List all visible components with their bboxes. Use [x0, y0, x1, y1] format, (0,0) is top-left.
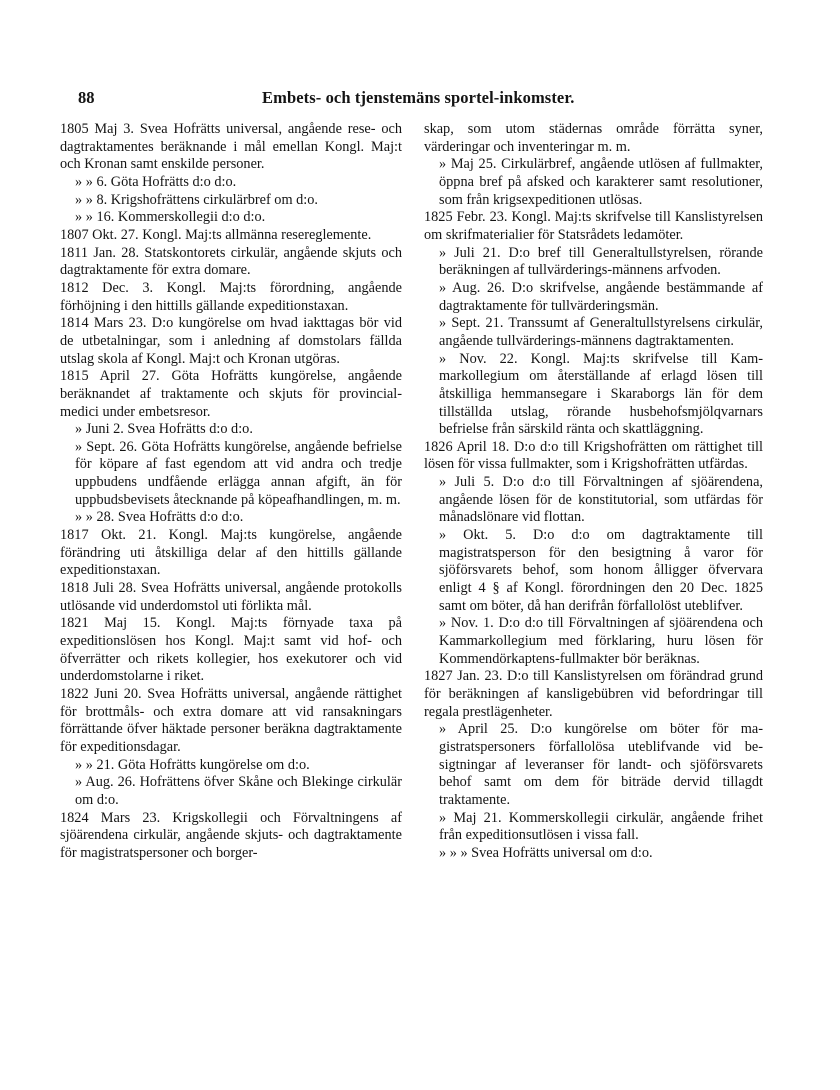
entry-1826-juli-5: » Juli 5. D:o d:o till Förvaltningen af sjöärendena, angående lösen för de konstitutorial, som utfärdas för månadslönare vid flottan.	[439, 474, 763, 526]
entry-1805-maj-16: » » 16. Kommerskollegii d:o d:o.	[75, 209, 266, 226]
page-number: 88	[78, 88, 95, 107]
entry-1825-juli-21: » Juli 21. D:o bref till Generaltullstyrelsen, rörande beräkningen af tullvärderings-männens arfvoden.	[439, 244, 763, 279]
entry-1817-okt-21: 1817 Okt. 21. Kongl. Maj:ts kungörelse, angående förändring uti åtskilliga delar af den hittills gällande expeditionstaxan.	[60, 527, 402, 579]
entry-1822-juni-21: » » 21. Göta Hofrätts kungörelse om d:o.	[75, 756, 310, 773]
entry-1805-maj-3: 1805 Maj 3. Svea Hofrätts universal, angående rese- och dagtraktamentes beräknande i mål emellan Kongl. Maj:t och Kronan samt enskilde personer.	[60, 121, 402, 173]
right-column	[424, 121, 763, 863]
entry-1807-okt-27: 1807 Okt. 27. Kongl. Maj:ts allmänna resereglemente.	[60, 226, 372, 243]
running-header: Embets- och tjenstemäns sportel-inkomster.	[262, 88, 575, 107]
entry-1824-continuation: skap, som utom städernas område förrätta syner, värderingar och inventeringar m. m.	[424, 121, 763, 155]
entry-1805-maj-6: » » 6. Göta Hofrätts d:o d:o.	[75, 173, 237, 190]
entry-1818-juli-28: 1818 Juli 28. Svea Hofrätts universal, angående protokolls utlösande vid underdomstol uti förlikta mål.	[60, 580, 402, 614]
entry-1827-maj-21-svea: » » » Svea Hofrätts universal om d:o.	[439, 844, 653, 861]
entry-1825-nov-22: » Nov. 22. Kongl. Maj:ts skrifvelse till Kammarkollegium om återställande af erlagd lösen till åtskilliga hemmansegare i Skaraborgs län för dem tillställda utslag, rörande husbehofsmjölqvarnars befrielse från särskild ränta och skattläggning.	[439, 350, 763, 438]
left-column	[60, 121, 402, 863]
entry-1827-jan-23: 1827 Jan. 23. D:o till Kanslistyrelsen om förändrad grund för beräkningen af kansligebübren vid befordringar till regala prestlägenheter.	[424, 668, 763, 720]
entry-1822-juni-20: 1822 Juni 20. Svea Hofrätts universal, angående rättighet för brottmåls- och extra domare att vid ransakningars förrättande öfver häktade personer beräkna dagtraktamente för expeditionsdagar.	[60, 686, 402, 755]
entry-1811-jan-28: 1811 Jan. 28. Statskontorets cirkulär, angående skjuts och dagtraktamente för extra domare.	[60, 244, 402, 279]
entry-1815-april-27: 1815 April 27. Göta Hofrätts kungörelse, angående beräknandet af traktamente och skjuts för provincial-medici under embetsresor.	[60, 368, 402, 420]
entry-1821-maj-15: 1821 Maj 15. Kongl. Maj:ts förnyade taxa på expeditionslösen hos Kongl. Maj:t samt vid hof- och öfverrätter och rikets kollegier, hos exekutorer och vid underdomstolarne i riket.	[60, 615, 402, 685]
entry-1824-mars-23: 1824 Mars 23. Krigskollegii och Förvaltningens af sjöärendena cirkulär, angående skjuts- och dagtraktamente för magistratspersoner och borger-	[60, 809, 402, 861]
entry-1827-maj-21: » Maj 21. Kommerskollegii cirkulär, angående frihet från expeditionsutlösen i vissa fall.	[439, 809, 763, 844]
entry-1805-maj-8: » » 8. Krigshofrättens cirkulärbref om d:o.	[75, 191, 318, 208]
entry-1826-april-18: 1826 April 18. D:o d:o till Krigshofrätten om rättighet till lösen för vissa fullmakter, som i Krigshofrätten utfärdas.	[424, 438, 763, 473]
entry-1827-april-25: » April 25. D:o kungörelse om böter för magistratspersoners förfallolösa uteblifvande vid besigtningar af leveranser för landt- och sjöförsvarets behof samt om dem för biträde dervid tillagdt traktamente.	[439, 721, 763, 808]
entry-1815-sept-28: » » 28. Svea Hofrätts d:o d:o.	[75, 509, 244, 526]
entry-1814-mars-23: 1814 Mars 23. D:o kungörelse om hvad iakttagas bör vid de utbetalningar, som i anledning af domstolars fällda utslag skola af Kongl. Maj:t och Kronan utgöras.	[60, 315, 402, 367]
entry-1815-sept-26: » Sept. 26. Göta Hofrätts kungörelse, angående befrielse för köpare af fast egendom att vid andra och tredje uppbudens undfående erlägga annan afgift, än för uppbudsbevisets åtecknande på köpeafhandlingen, m. m.	[75, 438, 402, 508]
entry-1826-okt-5: » Okt. 5. D:o d:o om dagtraktamente till magistratsperson för den besigtning å varor för sjöförsvarets behof, som honom ålligger öfvervara enligt 4 § af Kongl. förordningen den 20 Dec. 1825 samt om böter, då han derifrån förfallolöst uteblifver.	[439, 527, 763, 614]
entry-1825-febr-23: 1825 Febr. 23. Kongl. Maj:ts skrifvelse till Kanslistyrelsen om skrifmaterialier för Statsrådets ledamöter.	[424, 209, 763, 243]
entry-1826-nov-1: » Nov. 1. D:o d:o till Förvaltningen af sjöärendena och Kammarkollegium med förklaring, huru lösen för Kommendörkaptens-fullmakter bör beräknas.	[439, 615, 763, 667]
entry-1825-aug-26: » Aug. 26. D:o skrifvelse, angående bestämmande af dagtraktamente för tullvärderingsmän.	[439, 279, 763, 314]
entry-1812-dec-3: 1812 Dec. 3. Kongl. Maj:ts förordning, angående förhöjning i den hittills gällande expeditionstaxan.	[60, 279, 402, 314]
entry-1822-aug-26: » Aug. 26. Hofrättens öfver Skåne och Blekinge cirkulär om d:o.	[75, 774, 402, 808]
entry-1815-juni-2: » Juni 2. Svea Hofrätts d:o d:o.	[75, 421, 253, 438]
entry-1825-sept-21: » Sept. 21. Transsumt af Generaltullstyrelsens cirkulär, angående tullvärderings-männens dagtraktamenten.	[439, 315, 763, 349]
entry-1824-maj-25: » Maj 25. Cirkulärbref, angående utlösen af fullmakter, öppna bref på afsked och karakterer samt resolutioner, som från krigsexpeditionen utlösas.	[439, 156, 763, 208]
